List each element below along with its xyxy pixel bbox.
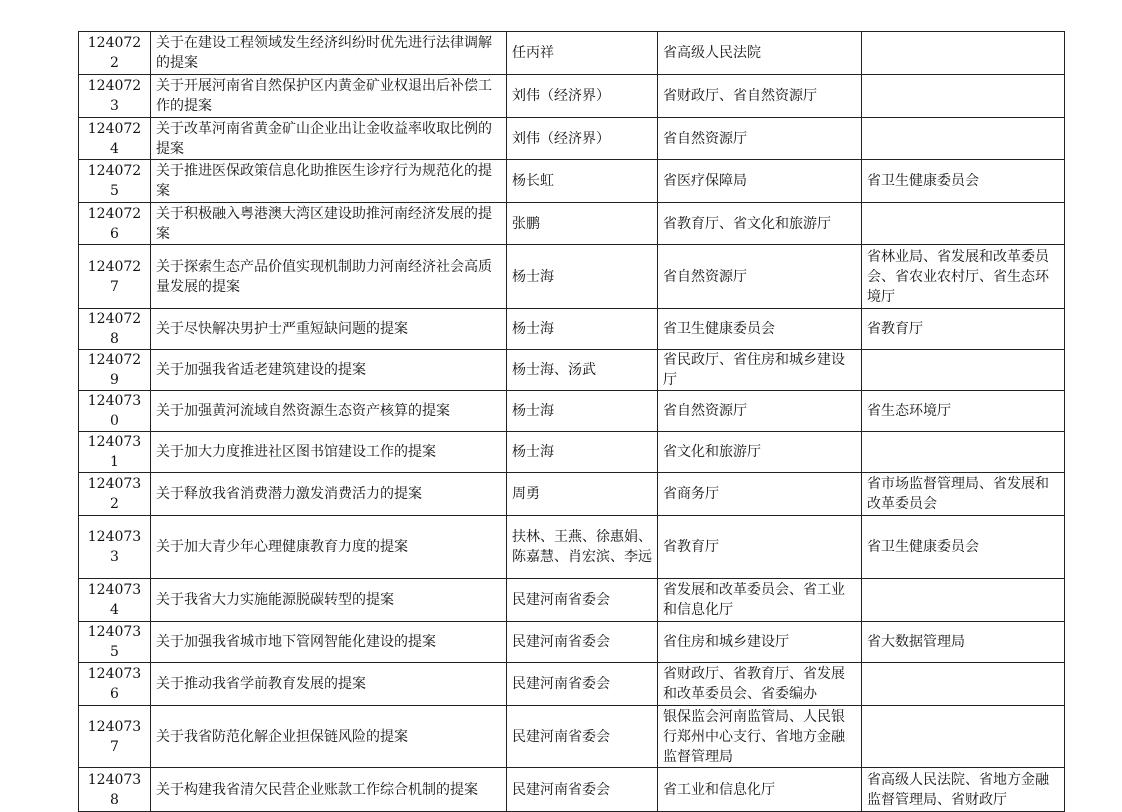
proposal-id-cell: 1240738 [79,768,151,812]
proposer-cell: 刘伟（经济界） [507,118,658,160]
proposal-title-cell: 关于积极融入粤港澳大湾区建设助推河南经济发展的提案 [151,203,507,245]
lead-unit-cell: 省卫生健康委员会 [658,309,862,350]
proposal-id-cell: 1240735 [79,622,151,663]
table-row [79,160,1065,203]
proposal-title-cell: 关于构建我省清欠民营企业账款工作综合机制的提案 [151,768,507,812]
lead-unit-cell: 省教育厅 [658,516,862,579]
table-row [79,75,1065,118]
proposal-id-cell: 1240737 [79,706,151,768]
assist-unit-cell [862,350,1065,391]
lead-unit-cell: 省文化和旅游厅 [658,432,862,473]
assist-unit-cell: 省大数据管理局 [862,622,1065,663]
assist-unit-cell: 省生态环境厅 [862,391,1065,432]
lead-unit-cell: 省高级人民法院 [658,32,862,75]
proposer-cell: 民建河南省委会 [507,768,658,812]
proposal-id-cell: 1240728 [79,309,151,350]
table-row [79,350,1065,391]
proposer-cell: 杨士海 [507,309,658,350]
assist-unit-cell [862,75,1065,118]
proposal-title-cell: 关于加大力度推进社区图书馆建设工作的提案 [151,432,507,473]
proposal-title-cell: 关于加强我省城市地下管网智能化建设的提案 [151,622,507,663]
assist-unit-cell [862,118,1065,160]
table-row [79,516,1065,579]
lead-unit-cell: 省医疗保障局 [658,160,862,203]
proposal-title-cell: 关于加大青少年心理健康教育力度的提案 [151,516,507,579]
proposal-id-cell: 1240725 [79,160,151,203]
assist-unit-cell [862,32,1065,75]
proposer-cell: 刘伟（经济界） [507,75,658,118]
table-row [79,706,1065,768]
proposal-id-cell: 1240723 [79,75,151,118]
proposal-id-cell: 1240736 [79,663,151,706]
proposer-cell: 民建河南省委会 [507,579,658,622]
lead-unit-cell: 省自然资源厅 [658,391,862,432]
proposal-id-cell: 1240722 [79,32,151,75]
table-row [79,432,1065,473]
table-row [79,663,1065,706]
assist-unit-cell [862,203,1065,245]
proposal-title-cell: 关于推动我省学前教育发展的提案 [151,663,507,706]
assist-unit-cell: 省卫生健康委员会 [862,160,1065,203]
lead-unit-cell: 银保监会河南监管局、人民银行郑州中心支行、省地方金融监督管理局 [658,706,862,768]
proposal-title-cell: 关于开展河南省自然保护区内黄金矿业权退出后补偿工作的提案 [151,75,507,118]
lead-unit-cell: 省财政厅、省自然资源厅 [658,75,862,118]
table-row [79,118,1065,160]
assist-unit-cell [862,663,1065,706]
proposal-title-cell: 关于尽快解决男护士严重短缺问题的提案 [151,309,507,350]
table-row [79,579,1065,622]
proposal-id-cell: 1240734 [79,579,151,622]
lead-unit-cell: 省自然资源厅 [658,245,862,309]
proposer-cell: 任丙祥 [507,32,658,75]
table-row [79,203,1065,245]
proposal-id-cell: 1240731 [79,432,151,473]
lead-unit-cell: 省民政厅、省住房和城乡建设厅 [658,350,862,391]
table-row [79,391,1065,432]
proposer-cell: 扶林、王燕、徐惠娟、陈嘉慧、肖宏滨、李远 [507,516,658,579]
proposer-cell: 杨长虹 [507,160,658,203]
proposal-table [78,31,1065,812]
proposal-title-cell: 关于我省防范化解企业担保链风险的提案 [151,706,507,768]
assist-unit-cell: 省林业局、省发展和改革委员会、省农业农村厅、省生态环境厅 [862,245,1065,309]
proposer-cell: 民建河南省委会 [507,622,658,663]
proposal-title-cell: 关于加强我省适老建筑建设的提案 [151,350,507,391]
table-row [79,309,1065,350]
table-row [79,622,1065,663]
table-row [79,768,1065,812]
proposal-id-cell: 1240729 [79,350,151,391]
assist-unit-cell: 省卫生健康委员会 [862,516,1065,579]
proposal-table-body [79,32,1065,812]
lead-unit-cell: 省自然资源厅 [658,118,862,160]
assist-unit-cell: 省高级人民法院、省地方金融监督管理局、省财政厅 [862,768,1065,812]
proposal-title-cell: 关于探索生态产品价值实现机制助力河南经济社会高质量发展的提案 [151,245,507,309]
proposer-cell: 周勇 [507,473,658,516]
proposer-cell: 杨士海 [507,432,658,473]
proposal-id-cell: 1240724 [79,118,151,160]
proposal-title-cell: 关于加强黄河流域自然资源生态资产核算的提案 [151,391,507,432]
assist-unit-cell [862,579,1065,622]
assist-unit-cell [862,432,1065,473]
proposer-cell: 民建河南省委会 [507,663,658,706]
assist-unit-cell: 省教育厅 [862,309,1065,350]
table-row [79,32,1065,75]
proposal-id-cell: 1240727 [79,245,151,309]
proposer-cell: 张鹏 [507,203,658,245]
lead-unit-cell: 省住房和城乡建设厅 [658,622,862,663]
lead-unit-cell: 省工业和信息化厅 [658,768,862,812]
proposal-id-cell: 1240726 [79,203,151,245]
proposal-id-cell: 1240733 [79,516,151,579]
table-row [79,245,1065,309]
lead-unit-cell: 省商务厅 [658,473,862,516]
lead-unit-cell: 省发展和改革委员会、省工业和信息化厅 [658,579,862,622]
proposal-id-cell: 1240732 [79,473,151,516]
proposal-id-cell: 1240730 [79,391,151,432]
lead-unit-cell: 省教育厅、省文化和旅游厅 [658,203,862,245]
table-row [79,473,1065,516]
lead-unit-cell: 省财政厅、省教育厅、省发展和改革委员会、省委编办 [658,663,862,706]
proposal-title-cell: 关于在建设工程领域发生经济纠纷时优先进行法律调解的提案 [151,32,507,75]
assist-unit-cell: 省市场监督管理局、省发展和改革委员会 [862,473,1065,516]
proposal-title-cell: 关于推进医保政策信息化助推医生诊疗行为规范化的提案 [151,160,507,203]
proposer-cell: 杨士海、汤武 [507,350,658,391]
proposal-title-cell: 关于改革河南省黄金矿山企业出让金收益率收取比例的提案 [151,118,507,160]
proposal-title-cell: 关于我省大力实施能源脱碳转型的提案 [151,579,507,622]
proposer-cell: 杨士海 [507,245,658,309]
proposal-title-cell: 关于释放我省消费潜力激发消费活力的提案 [151,473,507,516]
assist-unit-cell [862,706,1065,768]
proposer-cell: 民建河南省委会 [507,706,658,768]
proposer-cell: 杨士海 [507,391,658,432]
